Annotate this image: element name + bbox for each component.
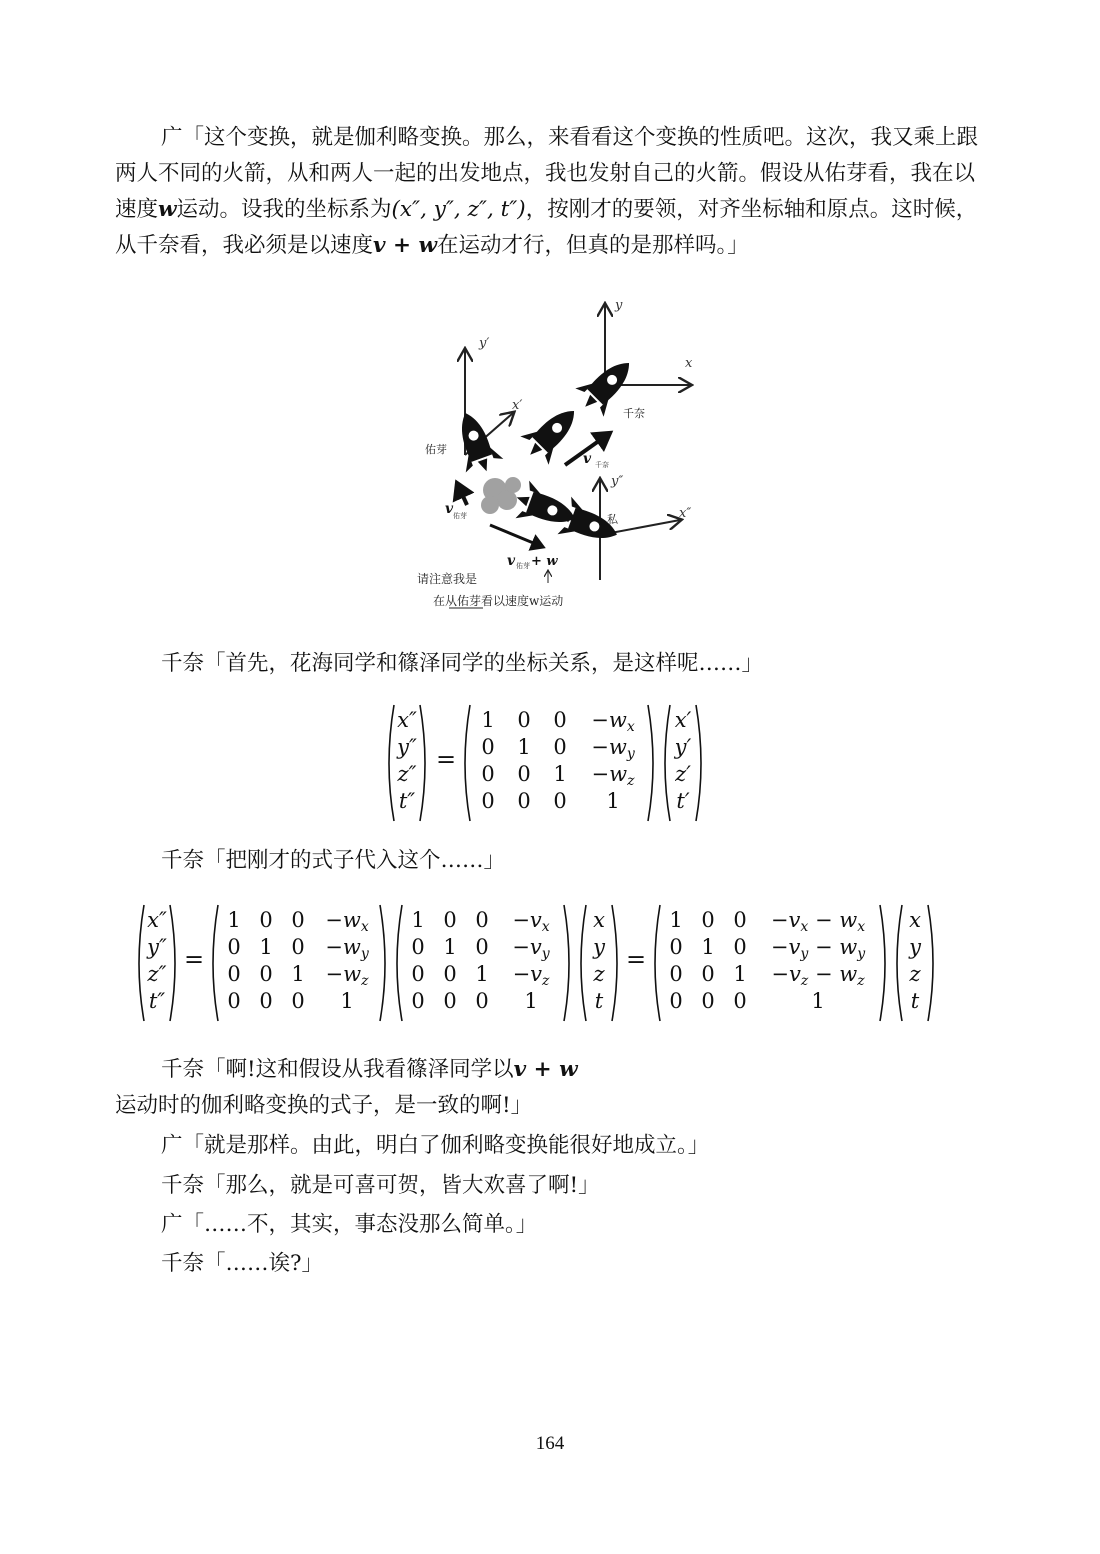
- matrix-cell: 1: [669, 908, 683, 932]
- matrix-cell: −wx: [325, 908, 369, 935]
- label-youya: 佑芽: [425, 443, 447, 456]
- matrix-cell: 0: [733, 935, 747, 959]
- paren-left: [897, 905, 902, 1021]
- vector-entry: y: [909, 935, 921, 959]
- paren-left: [665, 705, 670, 821]
- paren-right: [880, 905, 885, 1021]
- matrix-cell: 0: [481, 789, 495, 813]
- label-v-sub: 千奈: [595, 461, 609, 469]
- paren-left: [397, 905, 402, 1021]
- vector-entry: z″: [147, 962, 167, 986]
- matrix-cell: 1: [606, 789, 620, 813]
- paren-right: [648, 705, 653, 821]
- matrix-cell: 1: [443, 935, 457, 959]
- matrix-cell: 0: [259, 989, 273, 1013]
- exhaust-cloud-icon: [481, 477, 521, 514]
- paren-right: [380, 905, 385, 1021]
- matrix-cell: 0: [701, 989, 715, 1013]
- rocket-figure: [395, 295, 715, 615]
- equals-sign: =: [625, 945, 647, 974]
- matrix-cell: 0: [259, 962, 273, 986]
- math-w: w: [158, 197, 177, 222]
- equation-1: [380, 703, 720, 823]
- matrix-cell: 0: [291, 989, 305, 1013]
- note-line-1: 请注意我是: [417, 572, 478, 586]
- matrix-cell: 0: [411, 962, 425, 986]
- matrix-cell: 1: [733, 962, 747, 986]
- matrix-cell: −wy: [325, 935, 369, 962]
- matrix-cell: 0: [227, 962, 241, 986]
- matrix-cell: 1: [227, 908, 241, 932]
- vector-entry: y′: [674, 735, 692, 759]
- matrix-cell: 1: [517, 735, 531, 759]
- vector-entry: y″: [147, 935, 167, 959]
- matrix-cell: 0: [443, 962, 457, 986]
- vector-entry: t: [910, 989, 920, 1013]
- speaker-name: 千奈: [161, 651, 205, 676]
- vector-entry: x: [909, 908, 921, 932]
- paragraph-conclusion: 千奈「啊!这和假设从我看篠泽同学以v + w运动时的伽利略变换的式子，是一致的啊!」: [115, 1057, 578, 1118]
- axis-label-x-dprime: x″: [679, 506, 692, 521]
- matrix-cell: 1: [553, 762, 567, 786]
- paren-right: [612, 905, 617, 1021]
- matrix-cell: −vy − wy: [770, 935, 866, 962]
- vector-entry: x″: [147, 908, 167, 932]
- matrix-cell: 1: [259, 935, 273, 959]
- equals-sign: =: [183, 945, 205, 974]
- matrix-cell: 0: [553, 708, 567, 732]
- vector-entry: x″: [397, 708, 417, 732]
- vector-entry: z: [593, 962, 605, 986]
- matrix-cell: −vx − wx: [770, 908, 866, 935]
- matrix-cell: 0: [475, 989, 489, 1013]
- matrix-cell: 0: [669, 962, 683, 986]
- matrix-cell: 0: [411, 989, 425, 1013]
- matrix-cell: −wy: [591, 735, 635, 762]
- matrix-cell: 0: [669, 989, 683, 1013]
- matrix-cell: −wx: [591, 708, 635, 735]
- matrix-cell: 0: [475, 935, 489, 959]
- paren-right: [420, 705, 425, 821]
- dialogue-line: 千奈「把刚才的式子代入这个……」: [161, 848, 506, 873]
- note-line-2: 在从佑芽看以速度w运动: [433, 594, 564, 608]
- axis-label-y: y: [615, 298, 623, 313]
- vector-entry: t″: [398, 789, 416, 813]
- axis-label-x-prime: x′: [512, 398, 523, 413]
- paren-left: [389, 705, 394, 821]
- page-number: 164: [535, 1433, 565, 1454]
- matrix-cell: −vx: [512, 908, 550, 935]
- label-me: 私: [607, 513, 618, 526]
- dialogue-line: 千奈「……诶?」: [161, 1251, 324, 1276]
- vector-entry: t″: [148, 989, 166, 1013]
- matrix-cell: 0: [227, 935, 241, 959]
- label-plus-w: + w: [531, 554, 558, 569]
- matrix-cell: 1: [524, 989, 538, 1013]
- matrix-cell: −vz: [512, 962, 550, 989]
- matrix-cell: 0: [517, 708, 531, 732]
- math-v-plus-w: v + w: [513, 1057, 578, 1082]
- paren-right: [928, 905, 933, 1021]
- equation-2: [132, 903, 982, 1023]
- speaker-name: 千奈: [161, 1173, 205, 1198]
- axis-label-y-prime: y′: [479, 336, 490, 351]
- matrix-cell: 1: [481, 708, 495, 732]
- speaker-name: 千奈: [161, 1251, 205, 1276]
- vector-entry: x′: [674, 708, 692, 732]
- paren-left: [465, 705, 470, 821]
- label-v-sub: 佑芽: [516, 562, 530, 570]
- matrix-cell: 1: [340, 989, 354, 1013]
- velocity-arrow-me: [490, 525, 543, 547]
- vector-entry: t′: [676, 789, 690, 813]
- vector-entry: z″: [397, 762, 417, 786]
- dialogue-line: 千奈「那么，就是可喜可贺，皆大欢喜了啊!」: [161, 1173, 600, 1198]
- paragraph-intro: 广「这个变换，就是伽利略变换。那么，来看看这个变换的性质吧。这次，我又乘上跟两人不同的火箭，从和两人一起的出发地点，我也发射自己的火箭。假设从佑芽看，我在以速度w运动。设我的坐标系为(x″, y″, z″, t″)，按刚才的要领，对齐坐标轴和原点。这时候，从千奈看，我必须是以速度v + w在运动才行，但真的是那样吗。」: [115, 125, 979, 258]
- matrix-cell: 0: [481, 735, 495, 759]
- matrix-cell: 0: [291, 908, 305, 932]
- paren-left: [213, 905, 218, 1021]
- paren-left: [581, 905, 586, 1021]
- label-qiannai: 千奈: [623, 407, 645, 420]
- matrix-cell: −vz − wz: [771, 962, 865, 989]
- matrix-cell: 1: [411, 908, 425, 932]
- speaker-name: 千奈: [161, 1057, 205, 1082]
- matrix-cell: 0: [733, 908, 747, 932]
- matrix-cell: −wz: [325, 962, 369, 989]
- axis-label-y-dprime: y″: [611, 474, 624, 489]
- matrix-cell: 0: [291, 935, 305, 959]
- matrix-cell: 0: [443, 989, 457, 1013]
- vector-entry: y: [593, 935, 605, 959]
- matrix-cell: −wz: [591, 762, 635, 789]
- matrix-cell: 0: [553, 735, 567, 759]
- speaker-name: 千奈: [161, 848, 205, 873]
- matrix-cell: 1: [701, 935, 715, 959]
- matrix-cell: 0: [733, 989, 747, 1013]
- matrix-cell: 0: [517, 762, 531, 786]
- label-v-sub: 佑芽: [453, 512, 467, 520]
- vector-entry: z: [909, 962, 921, 986]
- rocket-icon: [447, 406, 506, 478]
- matrix-cell: 0: [227, 989, 241, 1013]
- paren-right: [564, 905, 569, 1021]
- vector-entry: t: [594, 989, 604, 1013]
- paren-left: [139, 905, 144, 1021]
- matrix-cell: −vy: [512, 935, 550, 962]
- matrix-cell: 0: [701, 908, 715, 932]
- matrix-cell: 0: [553, 789, 567, 813]
- dialogue-line: 广「就是那样。由此，明白了伽利略变换能很好地成立。」: [161, 1133, 710, 1158]
- matrix-cell: 0: [259, 908, 273, 932]
- matrix-cell: 1: [811, 989, 825, 1013]
- matrix-cell: 0: [411, 935, 425, 959]
- matrix-cell: 0: [701, 962, 715, 986]
- vector-entry: x: [593, 908, 605, 932]
- matrix-cell: 1: [291, 962, 305, 986]
- label-v: v: [583, 451, 592, 467]
- math-coords: (x″, y″, z″, t″): [391, 197, 526, 222]
- label-v: v: [445, 501, 454, 517]
- vector-entry: z′: [675, 762, 691, 786]
- speaker-name: 广: [161, 1212, 183, 1237]
- matrix-cell: 0: [669, 935, 683, 959]
- matrix-cell: 0: [481, 762, 495, 786]
- vector-entry: y″: [397, 735, 417, 759]
- speaker-name: 广: [161, 1133, 183, 1158]
- axis-label-x: x: [685, 356, 693, 371]
- dialogue-line: 千奈「首先，花海同学和篠泽同学的坐标关系，是这样呢……」: [161, 651, 764, 676]
- matrix-cell: 0: [443, 908, 457, 932]
- matrix-cell: 0: [475, 908, 489, 932]
- label-v: v: [507, 553, 516, 569]
- paren-left: [655, 905, 660, 1021]
- matrix-cell: 1: [475, 962, 489, 986]
- math-v-plus-w: v + w: [373, 233, 438, 258]
- equals-sign: =: [435, 745, 457, 774]
- matrix-cell: 0: [517, 789, 531, 813]
- dialogue-line: 广「……不，其实，事态没那么简单。」: [161, 1212, 538, 1237]
- velocity-arrow-youya: [457, 483, 467, 505]
- axes-double-prime: [600, 474, 691, 580]
- paren-right: [696, 705, 701, 821]
- paren-right: [170, 905, 175, 1021]
- speaker-name: 广: [161, 125, 183, 150]
